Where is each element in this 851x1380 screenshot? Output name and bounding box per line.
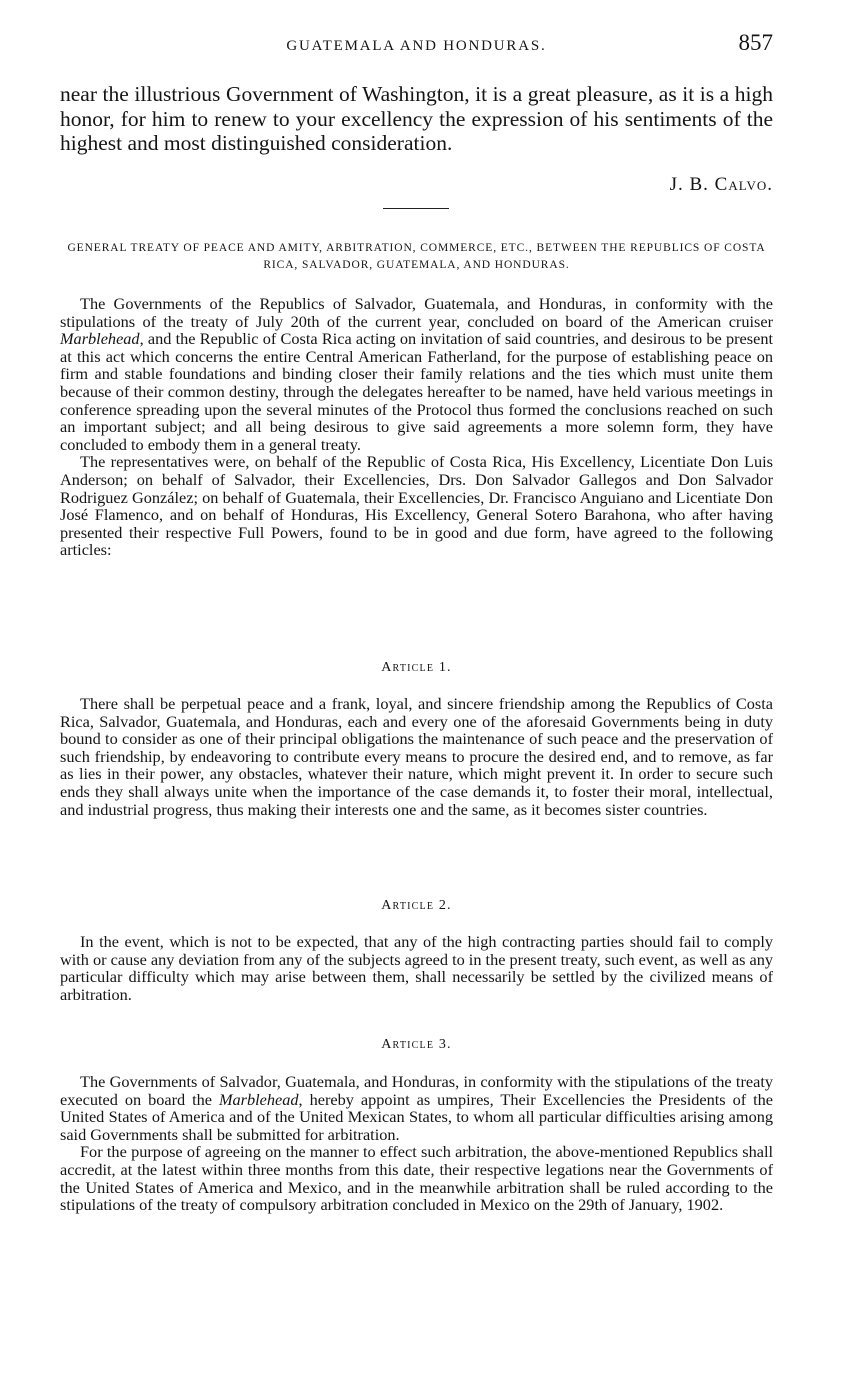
preamble-paragraph-1: The Governments of the Republics of Salvador, Guatemala, and Honduras, in conformity with the stipulations of the treaty of July 20th of the current year, concluded on board of the American cruiser Marblehead, and the Republic of Costa Rica acting on invitation of said countries, and desirous to be present at this act which concerns the entire Central American Fatherland, for the purpose of establishing peace on firm and stable foundations and binding closer their family relations and the ties which must unite them because of their common destiny, through the delegates hereafter to be named, have held various meetings in conference spreading upon the several minutes of the Protocol thus formed the conclusions reached on such an important subject; and all being desirous to give said agreements a more solemn form, they have concluded to embody them in a general treaty. (60, 294, 773, 454)
article-3-body (60, 1073, 773, 1214)
lead-paragraph: near the illustrious Government of Washington, it is a great pleasure, as it is a high honor, for him to renew to your excellency the expression of his sentiments of the highest and most distinguished consideration. (60, 82, 773, 155)
treaty-title: GENERAL TREATY OF PEACE AND AMITY, ARBITRATION, COMMERCE, ETC., BETWEEN THE REPUBLICS OF COSTA RICA, SALVADOR, GUATEMALA, AND HONDURAS. (67, 242, 766, 271)
preamble-paragraph-2: The representatives were, on behalf of the Republic of Costa Rica, His Excellency, Licentiate Don Luis Anderson; on behalf of Salvador, their Excellencies, Drs. Don Salvador Gallegos and Don Salvador Rodriguez González; on behalf of Guatemala, their Excellencies, Dr. Francisco Anguiano and Licentiate Don José Flamenco, and on behalf of Honduras, His Excellency, General Sotero Barahona, who after having presented their respective Full Powers, found to be in good and due form, have agreed to the following articles: (60, 452, 773, 560)
signature (670, 174, 773, 196)
article-3-paragraph-2: For the purpose of agreeing on the manner to effect such arbitration, the above-mentioned Republics shall accredit, at the latest within three months from this date, their respective legations near the Governments of the United States of America and Mexico, and in the meanwhile arbitration shall be ruled according to the stipulations of the treaty of compulsory arbitration concluded in Mexico on the 29th of January, 1902. (60, 1142, 773, 1215)
article-1-paragraph: There shall be perpetual peace and a frank, loyal, and sincere friendship among the Republics of Costa Rica, Salvador, Guatemala, and Honduras, each and every one of the aforesaid Governments being in duty bound to consider as one of their principal obligations the maintenance of such peace and the preservation of such friendship, by endeavoring to contribute every means to procure the desired end, and to remove, as far as lies in their power, any obstacles, whatever their nature, which might prevent it. In order to secure such ends they shall always unite when the importance of the case demands it, to foster their moral, intellectual, and industrial progress, thus making their interests one and the same, as it becomes sister countries. (60, 694, 773, 819)
article-1-body (60, 695, 773, 818)
page-number: 857 (738, 30, 773, 55)
signature-surname: Calvo. (714, 174, 773, 195)
article-3-paragraph-1: The Governments of Salvador, Guatemala, and Honduras, in conformity with the stipulations of the treaty executed on board the Marblehead, hereby appoint as umpires, Their Excellencies the Presidents of the United States of America and of the United Mexican States, to whom all particular difficulties arising among said Governments shall be submitted for arbitration. (60, 1072, 774, 1144)
ship-name: Marblehead (218, 1089, 299, 1109)
section-divider (383, 208, 449, 209)
signature-initials: J. B. (669, 174, 715, 195)
preamble (60, 295, 773, 559)
article-2-body (60, 933, 773, 1003)
article-1-heading: Article 1. (381, 660, 452, 675)
article-3-heading: Article 3. (381, 1037, 452, 1052)
ship-name: Marblehead (60, 329, 140, 349)
article-2-paragraph: In the event, which is not to be expected, that any of the high contracting parties should fail to comply with or cause any deviation from any of the subjects agreed to in the present treaty, such event, as well as any particular difficulty which may arise between them, shall necessarily be settled by the civilized means of arbitration. (60, 932, 773, 1004)
running-head: GUATEMALA AND HONDURAS. (286, 38, 547, 54)
page-header (60, 30, 773, 60)
article-2-heading: Article 2. (381, 898, 452, 913)
